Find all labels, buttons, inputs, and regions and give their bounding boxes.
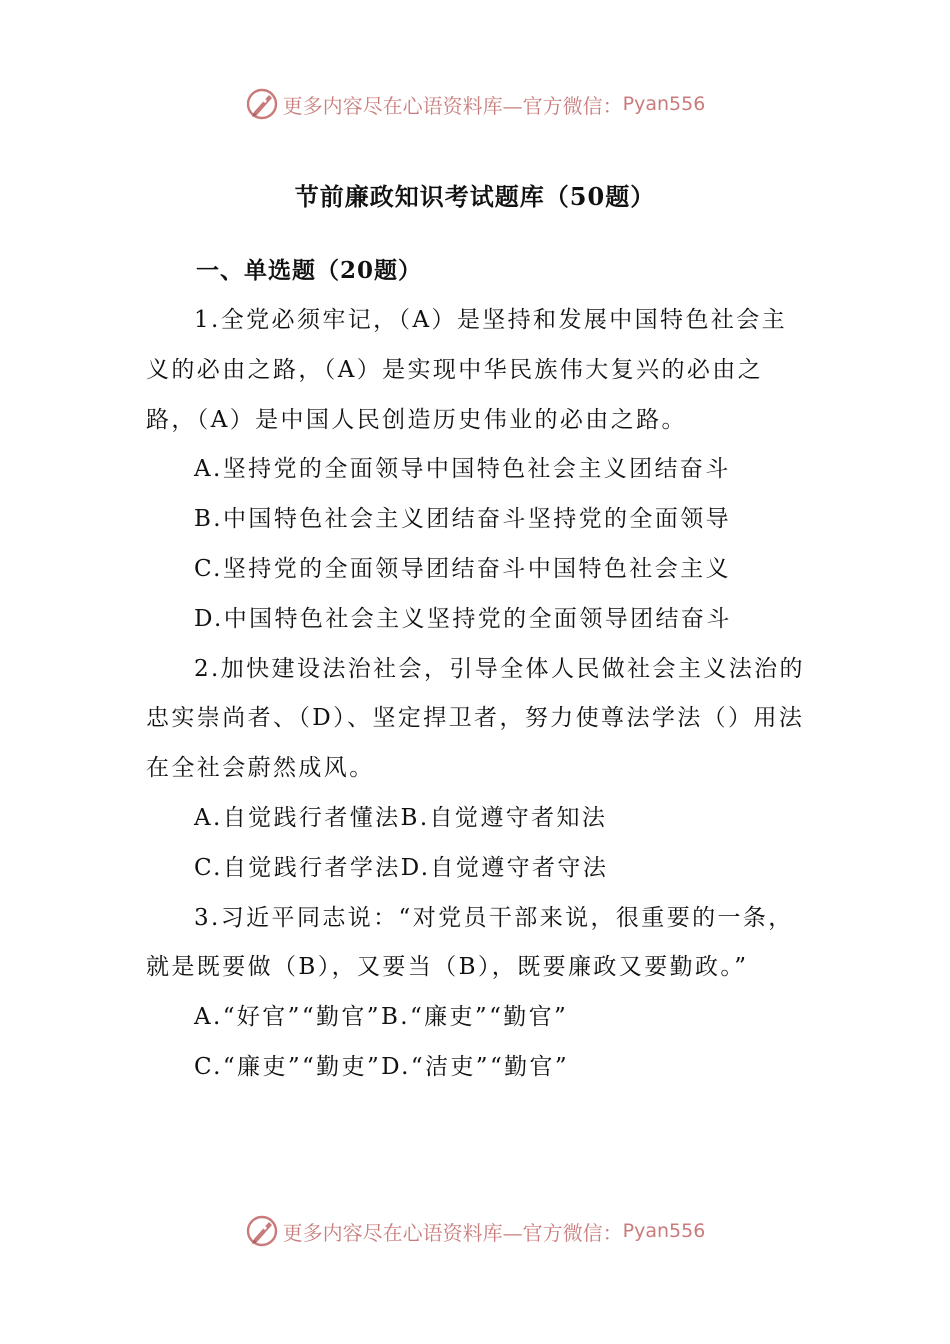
question-option: A.自觉践行者懂法B.自觉遵守者知法 xyxy=(194,804,608,831)
question-option: C.坚持党的全面领导团结奋斗中国特色社会主义 xyxy=(194,555,731,582)
section-heading: 一、单选题（20题） xyxy=(196,257,423,284)
question-option: B.中国特色社会主义团结奋斗坚持党的全面领导 xyxy=(194,506,732,533)
question-list xyxy=(146,296,806,1093)
quill-pen-logo-icon xyxy=(245,1214,279,1248)
quill-pen-logo-icon xyxy=(245,87,279,121)
banner-wechat-id: Pyan556 xyxy=(622,1220,706,1242)
document-title: 节前廉政知识考试题库（50题） xyxy=(294,182,656,211)
question-stem: 3.习近平同志说：“对党员干部来说，很重要的一条，就是既要做（B），又要当（B），既要廉政又要勤政。” xyxy=(146,904,794,981)
question-option: D.中国特色社会主义坚持党的全面领导团结奋斗 xyxy=(194,605,732,632)
question-option: C.“廉吏”“勤吏”D.“洁吏”“勤官” xyxy=(194,1053,570,1080)
banner-text: 更多内容尽在心语资料库—官方微信： xyxy=(282,93,623,118)
question-option: A.“好官”“勤官”B.“廉吏”“勤官” xyxy=(194,1004,569,1031)
header-banner xyxy=(0,84,950,124)
banner-wechat-id: Pyan556 xyxy=(622,93,706,115)
question-stem: 1.全党必须牢记，（A）是坚持和发展中国特色社会主义的必由之路，（A）是实现中华民族伟大复兴的必由之路，（A）是中国人民创造历史伟业的必由之路。 xyxy=(146,307,788,433)
question-option: C.自觉践行者学法D.自觉遵守者守法 xyxy=(194,854,609,881)
footer-banner xyxy=(0,1211,950,1251)
question-option: A.坚持党的全面领导中国特色社会主义团结奋斗 xyxy=(194,456,731,483)
question-stem: 2.加快建设法治社会，引导全体人民做社会主义法治的忠实崇尚者、（D）、坚定捍卫者，努力使尊法学法（）用法在全社会蔚然成风。 xyxy=(146,655,805,782)
banner-text: 更多内容尽在心语资料库—官方微信： xyxy=(282,1220,623,1245)
